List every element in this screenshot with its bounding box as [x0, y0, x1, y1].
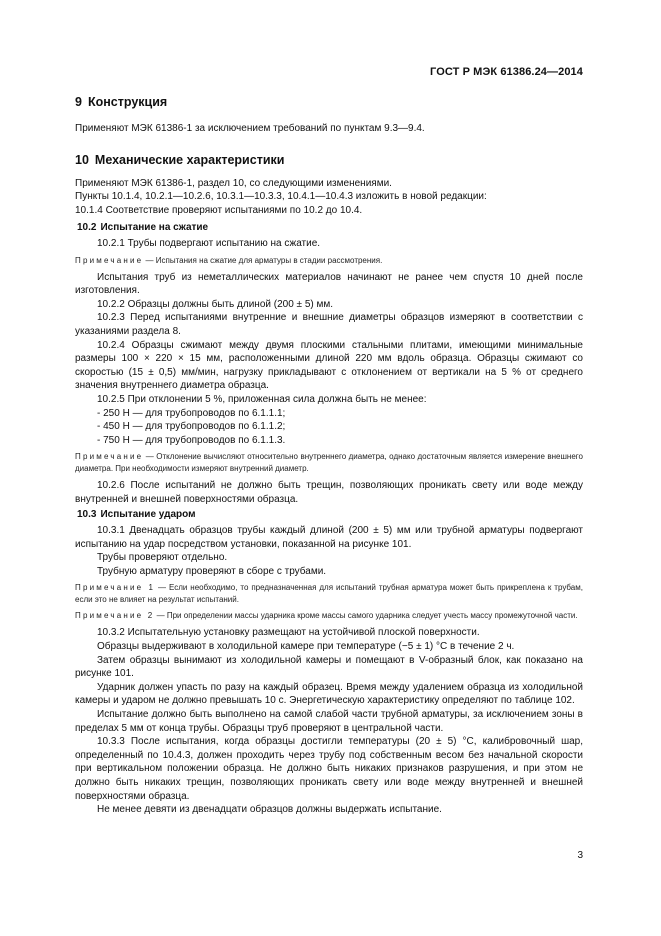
paragraph: 10.2.2 Образцы должны быть длиной (200 ± 5) мм. — [97, 298, 334, 310]
paragraph: Ударник должен упасть по разу на каждый образец. Время между удалением образца из холодильной камеры и ударом не должно превышать 10 с. Энергетическую характеристику определяют по таблице 102. — [75, 681, 583, 707]
page-number: 3 — [577, 850, 583, 861]
note-label: Примечание — [75, 255, 144, 265]
note — [75, 255, 583, 267]
note-label: Примечание — [75, 452, 144, 462]
note — [75, 610, 583, 622]
subsection-10-3-heading — [75, 508, 583, 522]
subsection-10-2-heading — [75, 221, 583, 235]
subsection-number: 10.2 — [77, 222, 97, 234]
paragraph: 10.3.2 Испытательную установку размещают на устойчивой плоской поверхности. — [97, 627, 480, 639]
paragraph: Испытания труб из неметаллических материалов начинают не ранее чем спустя 10 дней после изготовления. — [75, 271, 583, 297]
paragraph: Трубную арматуру проверяют в сборе с трубами. — [97, 565, 327, 577]
note — [75, 582, 583, 606]
paragraph: Применяют МЭК 61386-1 за исключением требований по пунктам 9.3—9.4. — [75, 123, 425, 134]
section-10-heading — [75, 152, 583, 168]
list-item: - 250 Н — для трубопроводов по 6.1.1.1; — [97, 407, 286, 419]
section-number: 10 — [75, 152, 89, 167]
paragraph: Испытание должно быть выполнено на самой слабой части трубной арматуры, за исключением зоны в пределах 5 мм от конца трубы. Образцы труб проверяют в центральной части. — [75, 709, 583, 734]
subsection-title: Испытание ударом — [100, 509, 196, 521]
paragraph: 10.2.3 Перед испытаниями внутренние и внешние диаметры образцов измеряют в соответствии с указаниями раздела 8. — [75, 312, 583, 337]
paragraph: 10.2.4 Образцы сжимают между двумя плоскими стальными плитами, имеющими минимальные размеры 100 × 220 × 15 мм, расположенными длиной 220 мм вдоль образца. Образцы сжимают со скоростью (15 ± 0,5) мм/мин, нагрузку прикладывают с отклонением от вертикали на 5 % от среднего значения внутреннего диаметра образца. — [75, 339, 583, 392]
page-content — [75, 94, 583, 817]
note — [75, 451, 583, 475]
subsection-number: 10.3 — [77, 509, 97, 521]
paragraph: 10.2.6 После испытаний не должно быть трещин, позволяющих проникать свету или воде между внутренней и внешней поверхностями образца. — [75, 480, 583, 505]
section-9-heading — [75, 94, 583, 110]
section-title: Конструкция — [87, 95, 168, 109]
subsection-title: Испытание на сжатие — [100, 222, 209, 234]
note-text: — Испытания на сжатие для арматуры в стадии рассмотрения. — [145, 255, 383, 265]
paragraph: Трубы проверяют отдельно. — [97, 552, 228, 564]
paragraph: Затем образцы вынимают из холодильной камеры и помещают в V-образный блок, как показано на рисунке 101. — [75, 654, 583, 680]
paragraph: Образцы выдерживают в холодильной камере при температуре (−5 ± 1) °С в течение 2 ч. — [97, 641, 515, 653]
note-label: Примечание 2 — [75, 611, 155, 621]
note-text: — При определении массы ударника кроме массы самого ударника следует учесть массу промежуточной части. — [156, 611, 578, 621]
note-text: — Если необходимо, то предназначенная для испытаний трубная арматура может быть прикреплена к трубам, если это не влияет на результат испытаний. — [75, 583, 583, 605]
paragraph: Пункты 10.1.4, 10.2.1—10.2.6, 10.3.1—10.3.3, 10.4.1—10.4.3 изложить в новой редакции: — [75, 191, 487, 203]
paragraph: Не менее девяти из двенадцати образцов должны выдержать испытание. — [97, 804, 442, 816]
paragraph: 10.2.5 При отклонении 5 %, приложенная сила должна быть не менее: — [97, 393, 427, 405]
section-number: 9 — [75, 95, 82, 109]
list-item: - 450 Н — для трубопроводов по 6.1.1.2; — [97, 421, 286, 433]
paragraph: 10.2.1 Трубы подвергают испытанию на сжатие. — [97, 237, 321, 249]
paragraph: 10.1.4 Соответствие проверяют испытаниями по 10.2 до 10.4. — [75, 204, 363, 216]
paragraph: Применяют МЭК 61386-1, раздел 10, со следующими изменениями. — [75, 177, 392, 189]
standard-header: ГОСТ Р МЭК 61386.24—2014 — [430, 66, 583, 78]
note-text: — Отклонение вычисляют относительно внутреннего диаметра, однако достаточным является измерение внешнего диаметра. При необходимости измеряют внутренний диаметр. — [75, 452, 583, 474]
paragraph: 10.3.1 Двенадцать образцов трубы каждый длиной (200 ± 5) мм или трубной арматуры подвергают испытанию на удар посредством установки, показанной на рисунке 101. — [75, 525, 583, 550]
list-item: - 750 Н — для трубопроводов по 6.1.1.3. — [97, 434, 286, 446]
paragraph: 10.3.3 После испытания, когда образцы достигли температуры (20 ± 5) °С, калибровочный шар, определенный по 10.4.3, должен проходить через трубу под собственным весом без начальной скорости при вертикальном положении образца. Не должно быть никаких признаков разрушения, и при этом не должно быть никаких трещин, позволяющих проникать свету или воде между внутренней и внешней поверхностями образца. — [75, 736, 583, 802]
note-label: Примечание 1 — [75, 583, 156, 593]
section-title: Механические характеристики — [94, 152, 285, 167]
